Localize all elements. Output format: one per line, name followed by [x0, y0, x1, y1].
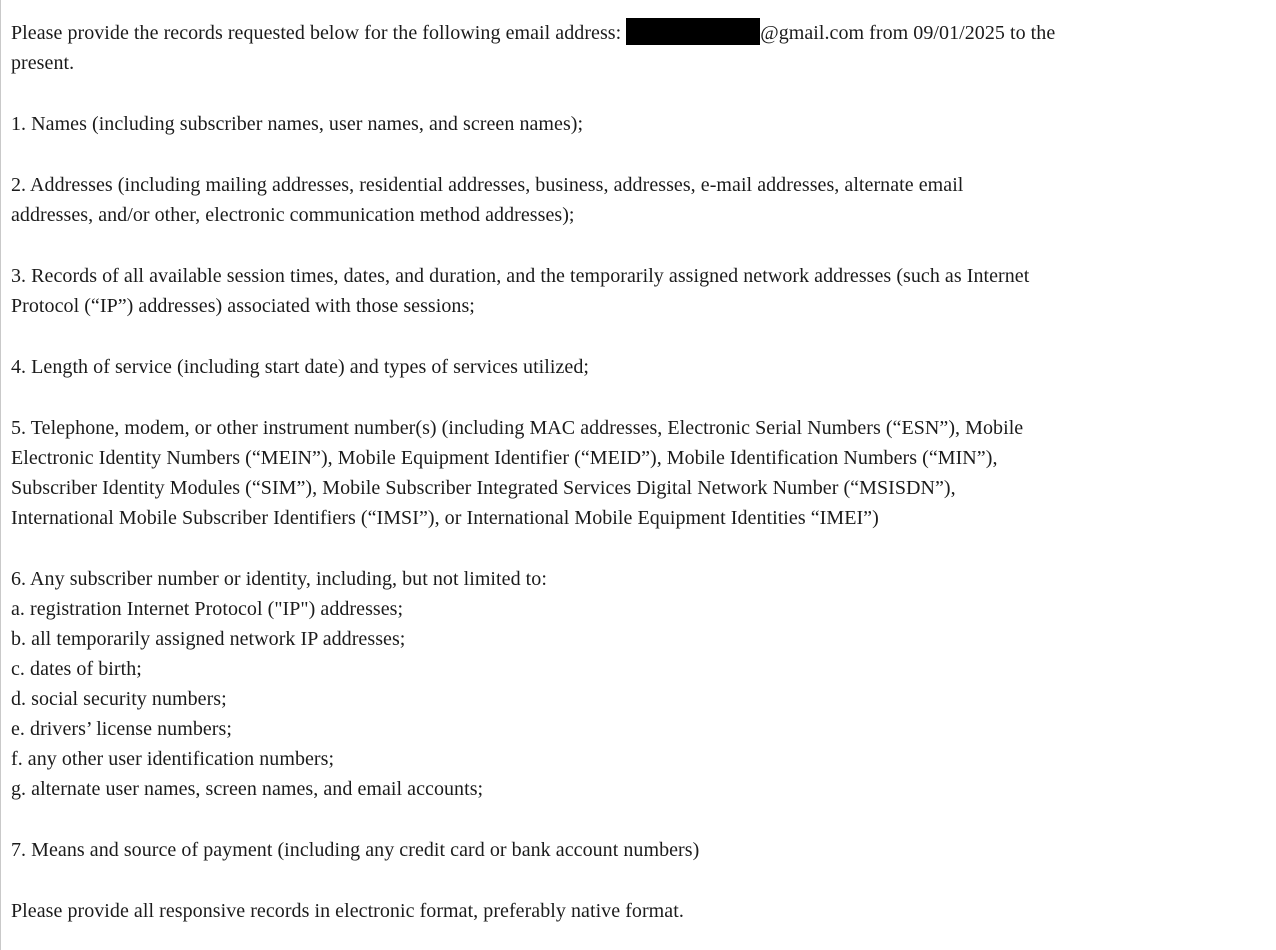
item-2-line-1: 2. Addresses (including mailing addresses, residential addresses, business, addresses, e-mail addresses, alternate email [11, 174, 964, 196]
item-4-text: 4. Length of service (including start date) and types of services utilized; [11, 356, 590, 378]
redacted-email-username [626, 18, 760, 45]
item-5-line-2: Electronic Identity Numbers (“MEIN”), Mobile Equipment Identifier (“MEID”), Mobile Identification Numbers (“MIN”), [11, 447, 998, 469]
item-6-subitem-d: d. social security numbers; [11, 688, 227, 710]
records-request-text [11, 18, 1267, 926]
closing-text: Please provide all responsive records in electronic format, preferably native format. [11, 900, 684, 922]
item-6-subitem-f: f. any other user identification numbers; [11, 748, 335, 770]
item-3-line-2: Protocol (“IP”) addresses) associated with those sessions; [11, 295, 475, 317]
item-1-text: 1. Names (including subscriber names, user names, and screen names); [11, 113, 584, 135]
item-5 [11, 413, 1267, 533]
item-5-line-4: International Mobile Subscriber Identifiers (“IMSI”), or International Mobile Equipment Identities “IMEI”) [11, 507, 879, 529]
item-2 [11, 170, 1267, 230]
item-6-subitem-c: c. dates of birth; [11, 658, 142, 680]
item-2-line-2: addresses, and/or other, electronic communication method addresses); [11, 204, 575, 226]
intro-line-1 [11, 18, 1267, 48]
item-6-subitem-a: a. registration Internet Protocol ("IP") addresses; [11, 598, 404, 620]
item-5-line-1: 5. Telephone, modem, or other instrument number(s) (including MAC addresses, Electronic Serial Numbers (“ESN”), Mobile [11, 417, 1024, 439]
item-4 [11, 352, 1267, 382]
item-6-subitem-g: g. alternate user names, screen names, and email accounts; [11, 778, 484, 800]
item-5-line-3: Subscriber Identity Modules (“SIM”), Mobile Subscriber Integrated Services Digital Network Number (“MSISDN”), [11, 477, 956, 499]
intro-line-2: present. [11, 52, 75, 74]
intro-text: Please provide the records requested below for the following email address: [11, 22, 622, 44]
closing-paragraph [11, 896, 1267, 926]
item-7-text: 7. Means and source of payment (including any credit card or bank account numbers) [11, 839, 700, 861]
item-6-heading: 6. Any subscriber number or identity, including, but not limited to: [11, 568, 547, 590]
item-6-subitem-b: b. all temporarily assigned network IP addresses; [11, 628, 406, 650]
item-7 [11, 835, 1267, 865]
intro-paragraph [11, 18, 1267, 78]
item-6 [11, 564, 1267, 804]
item-1 [11, 109, 1267, 139]
item-3-line-1: 3. Records of all available session times, dates, and duration, and the temporarily assigned network addresses (such as Internet [11, 265, 1030, 287]
item-3 [11, 261, 1267, 321]
item-6-subitem-e: e. drivers’ license numbers; [11, 718, 232, 740]
intro-email-domain: @gmail.com from 09/01/2025 to the [760, 22, 1056, 44]
